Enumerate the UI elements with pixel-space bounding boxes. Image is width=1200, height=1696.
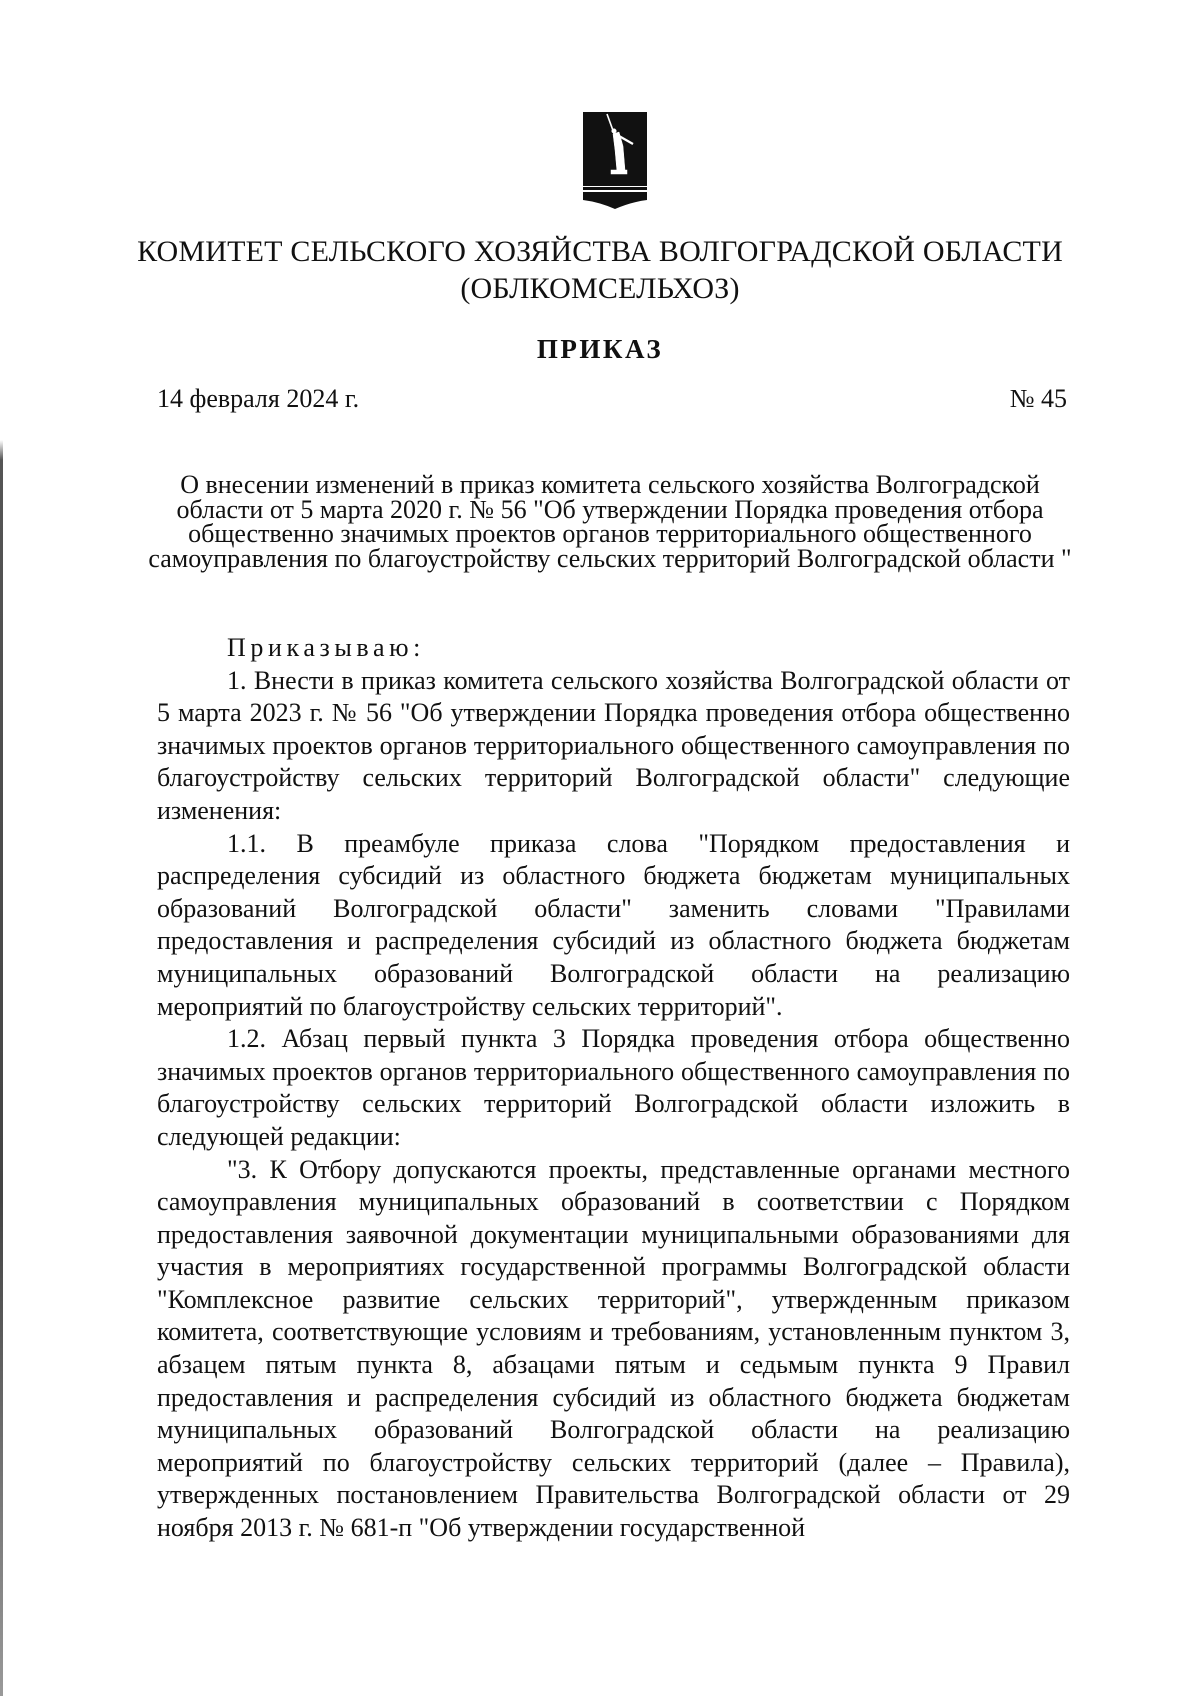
volgograd-coat-of-arms-icon <box>581 110 649 210</box>
organization-name-line1: КОМИТЕТ СЕЛЬСКОГО ХОЗЯЙСТВА ВОЛГОГРАДСКОЙ ОБЛАСТИ <box>137 235 1063 268</box>
document-number: № 45 <box>1009 384 1067 413</box>
emblem-lower-band <box>583 176 647 209</box>
document-date: 14 февраля 2024 г. <box>157 384 360 413</box>
order-directive: Приказываю: <box>227 633 425 662</box>
organization-abbreviation: (ОБЛКОМСЕЛЬХОЗ) <box>460 271 740 305</box>
emblem <box>581 110 649 210</box>
document-subject: О внесении изменений в приказ комитета сельского хозяйства Волгоградской области от 5 марта 2020 г. № 56 "Об утверждении Порядка проведения отбора общественно значимых проектов органов территориального общественного самоуправления по благоустройству сельских территорий Волгоградской области " <box>148 470 1072 573</box>
paragraph-quote-3: "3. К Отбору допускаются проекты, представленные органами местного самоуправления муниципальных образований в соответствии с Порядком предоставления заявочной документации муниципальными образованиями для участия в мероприятиях государственной программы Волгоградской области "Комплексное развитие сельских территорий", утвержденным приказом комитета, соответствующие условиям и требованиям, установленным пунктом 3, абзацем пятым пункта 8, абзацами пятым и седьмым пункта 9 Правил предоставления и распределения субсидий из областного бюджета бюджетам муниципальных образований Волгоградской области на реализацию мероприятий по благоустройству сельских территорий (далее – Правила), утвержденных постановлением Правительства Волгоградской области от 29 ноября 2013 г. № 681-п "Об утверждении государственной <box>157 1154 1070 1543</box>
paragraph-1-2: 1.2. Абзац первый пункта 3 Порядка проведения отбора общественно значимых проектов органов территориального общественного самоуправления по благоустройству сельских территорий Волгоградской области изложить в следующей редакции: <box>157 1024 1070 1151</box>
organization-name <box>0 234 1200 307</box>
paragraph-1-1: 1.1. В преамбуле приказа слова "Порядком предоставления и распределения субсидий из областного бюджета бюджетам муниципальных образований Волгоградской области" заменить словами "Правилами предоставления и распределения субсидий из областного бюджета бюджетам муниципальных образований Волгоградской области на реализацию мероприятий по благоустройству сельских территорий". <box>157 828 1070 1021</box>
document-type: ПРИКАЗ <box>536 334 664 364</box>
paragraph-1: 1. Внести в приказ комитета сельского хозяйства Волгоградской области от 5 марта 2023 г. № 56 "Об утверждении Порядка проведения отбора общественно значимых проектов органов территориального общественного самоуправления по благоустройству сельских территорий Волгоградской области" следующие изменения: <box>157 665 1070 825</box>
document-body <box>157 632 1070 1545</box>
